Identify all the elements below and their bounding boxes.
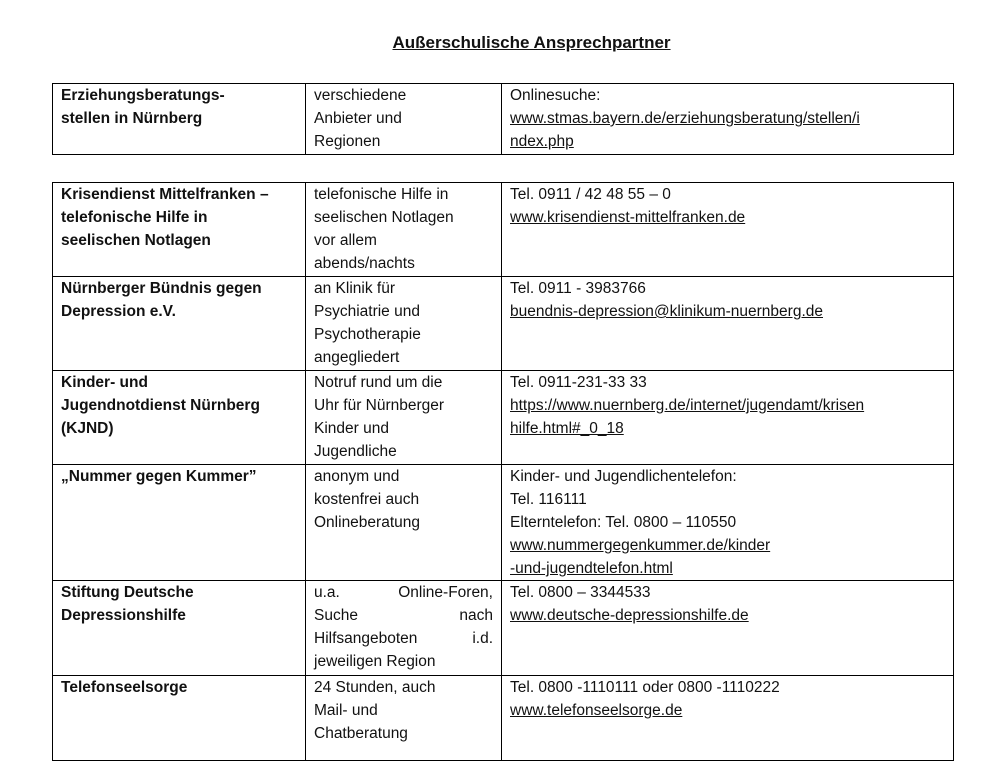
organization-name: Depressionshilfe bbox=[61, 607, 186, 624]
description-text: Jugendliche bbox=[314, 443, 397, 460]
contact-cell bbox=[502, 465, 954, 581]
contact-cell bbox=[502, 183, 954, 277]
document-title: Außerschulische Ansprechpartner bbox=[392, 33, 671, 52]
description-text: jeweiligen Region bbox=[314, 653, 436, 670]
organization-cell bbox=[53, 465, 306, 581]
description-text: u.a. Online-Foren, bbox=[314, 584, 493, 601]
table-row bbox=[53, 676, 954, 761]
organization-cell bbox=[53, 581, 306, 676]
table-row bbox=[53, 183, 954, 277]
table-row bbox=[53, 581, 954, 676]
description-text: abends/nachts bbox=[314, 255, 415, 272]
organization-name: seelischen Notlagen bbox=[61, 232, 211, 249]
description-text: angegliedert bbox=[314, 349, 400, 366]
email-link[interactable]: buendnis-depression@klinikum-nuernberg.de bbox=[510, 303, 823, 320]
website-link[interactable]: www.telefonseelsorge.de bbox=[510, 702, 683, 719]
organization-name: Nürnberger Bündnis gegen bbox=[61, 280, 262, 297]
website-link[interactable]: hilfe.html#_0_18 bbox=[510, 420, 624, 437]
contact-table-crisis bbox=[52, 182, 954, 761]
website-link[interactable]: -und-jugendtelefon.html bbox=[510, 560, 673, 577]
contact-text: Kinder- und Jugendlichentelefon: bbox=[510, 468, 737, 485]
website-link[interactable]: ndex.php bbox=[510, 133, 574, 150]
table-row bbox=[53, 371, 954, 465]
description-text: Hilfsangeboten i.d. bbox=[314, 630, 493, 647]
description-text: Chatberatung bbox=[314, 725, 408, 742]
phone-number: Tel. 0911-231-33 33 bbox=[510, 374, 647, 391]
organization-name: Krisendienst Mittelfranken – bbox=[61, 186, 269, 203]
table-row bbox=[53, 277, 954, 371]
website-link[interactable]: www.stmas.bayern.de/erziehungsberatung/stellen/i bbox=[510, 110, 860, 127]
description-text: Psychiatrie und bbox=[314, 303, 420, 320]
website-link[interactable]: www.krisendienst-mittelfranken.de bbox=[510, 209, 746, 226]
description-text: Onlineberatung bbox=[314, 514, 420, 531]
description-cell bbox=[306, 84, 502, 155]
description-cell bbox=[306, 676, 502, 761]
organization-name: „Nummer gegen Kummer” bbox=[61, 468, 257, 485]
description-text: Anbieter und bbox=[314, 110, 402, 127]
description-text: Regionen bbox=[314, 133, 381, 150]
description-text: Mail- und bbox=[314, 702, 378, 719]
organization-name: (KJND) bbox=[61, 420, 114, 437]
description-text: verschiedene bbox=[314, 87, 407, 104]
organization-name: Jugendnotdienst Nürnberg bbox=[61, 397, 260, 414]
description-text: telefonische Hilfe in bbox=[314, 186, 449, 203]
description-text: vor allem bbox=[314, 232, 377, 249]
table-row bbox=[53, 465, 954, 581]
phone-number: Tel. 116111 bbox=[510, 491, 587, 508]
contact-cell bbox=[502, 581, 954, 676]
organization-name: Erziehungsberatungs- bbox=[61, 87, 225, 104]
contact-text: Onlinesuche: bbox=[510, 87, 601, 104]
organization-name: Kinder- und bbox=[61, 374, 148, 391]
phone-number: Tel. 0800 -1110111 oder 0800 -1110222 bbox=[510, 679, 780, 696]
organization-cell bbox=[53, 371, 306, 465]
description-text: kostenfrei auch bbox=[314, 491, 420, 508]
description-cell bbox=[306, 465, 502, 581]
organization-name: Telefonseelsorge bbox=[61, 679, 188, 696]
organization-cell bbox=[53, 183, 306, 277]
description-cell bbox=[306, 183, 502, 277]
phone-number: Elterntelefon: Tel. 0800 – 110550 bbox=[510, 514, 737, 531]
description-cell bbox=[306, 371, 502, 465]
organization-name: Depression e.V. bbox=[61, 303, 176, 320]
contact-cell bbox=[502, 84, 954, 155]
organization-cell bbox=[53, 676, 306, 761]
description-text: Kinder und bbox=[314, 420, 389, 437]
organization-name: telefonische Hilfe in bbox=[61, 209, 208, 226]
description-text: seelischen Notlagen bbox=[314, 209, 454, 226]
organization-cell bbox=[53, 277, 306, 371]
description-cell bbox=[306, 581, 502, 676]
description-cell bbox=[306, 277, 502, 371]
contact-cell bbox=[502, 371, 954, 465]
description-text: anonym und bbox=[314, 468, 400, 485]
website-link[interactable]: www.deutsche-depressionshilfe.de bbox=[510, 607, 749, 624]
contact-table-counseling bbox=[52, 83, 954, 155]
contact-cell bbox=[502, 277, 954, 371]
contact-cell bbox=[502, 676, 954, 761]
phone-number: Tel. 0911 - 3983766 bbox=[510, 280, 646, 297]
organization-name: stellen in Nürnberg bbox=[61, 110, 203, 127]
organization-name: Stiftung Deutsche bbox=[61, 584, 194, 601]
description-text: Notruf rund um die bbox=[314, 374, 443, 391]
description-text: Uhr für Nürnberger bbox=[314, 397, 445, 414]
description-text: 24 Stunden, auch bbox=[314, 679, 436, 696]
website-link[interactable]: www.nummergegenkummer.de/kinder bbox=[510, 537, 771, 554]
description-text: an Klinik für bbox=[314, 280, 395, 297]
phone-number: Tel. 0800 – 3344533 bbox=[510, 584, 651, 601]
table-row bbox=[53, 84, 954, 155]
description-text: Psychotherapie bbox=[314, 326, 421, 343]
website-link[interactable]: https://www.nuernberg.de/internet/jugendamt/krisen bbox=[510, 397, 865, 414]
phone-number: Tel. 0911 / 42 48 55 – 0 bbox=[510, 186, 671, 203]
organization-cell bbox=[53, 84, 306, 155]
description-text: Suche nach bbox=[314, 607, 493, 624]
